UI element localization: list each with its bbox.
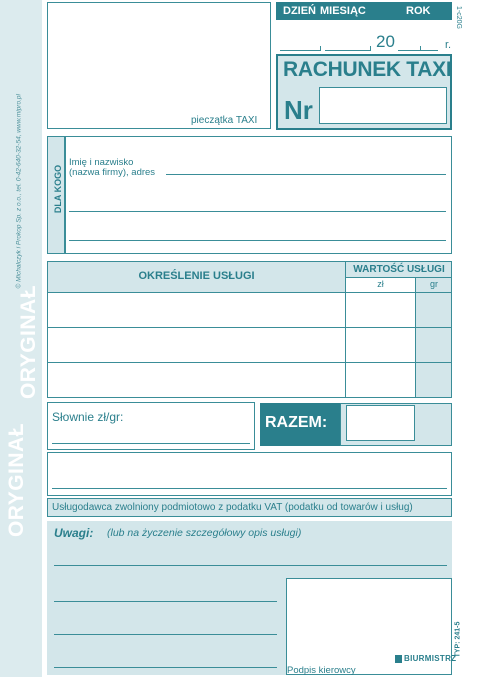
notes-line-2[interactable] [54, 601, 277, 602]
table-row[interactable] [48, 363, 451, 397]
client-line-3[interactable] [69, 240, 446, 241]
client-side-label: DLA KOGO [53, 164, 63, 214]
date-year-line[interactable] [398, 50, 438, 51]
number-label: Nr [284, 95, 313, 125]
form-code-top: 1-c20G [454, 6, 462, 29]
notes-line-4[interactable] [54, 667, 277, 668]
client-name-label: Imię i nazwisko [69, 157, 134, 168]
form-title: RACHUNEK TAXI [283, 58, 452, 81]
date-day-label: DZIEŃ [283, 5, 316, 17]
date-year-label: ROK [406, 5, 431, 17]
date-day-line[interactable] [280, 50, 320, 51]
zl-column-header: zł [377, 279, 384, 289]
date-month-line[interactable] [325, 50, 370, 51]
notes-subtitle: (lub na życzenie szczegółowy opis usługi) [107, 527, 302, 539]
client-line-1[interactable] [166, 174, 446, 175]
brand-logo-icon [395, 655, 402, 663]
date-century: 20 [376, 32, 395, 51]
signature-label: Podpis kierowcy [287, 665, 356, 676]
table-row[interactable] [48, 293, 451, 327]
table-row[interactable] [48, 328, 451, 362]
amount-in-words-line[interactable] [52, 443, 250, 444]
brand-name: BIURMISTRZ [404, 654, 457, 663]
number-field[interactable] [319, 87, 447, 124]
total-label: RAZEM: [265, 414, 328, 431]
form-type-code: TYP: 241-5 [454, 621, 462, 658]
vat-note: Usługodawca zwolniony podmiotowo z podatku VAT (podatku od towarów i usług) [52, 502, 413, 513]
amount-in-words-label: Słownie zł/gr: [52, 410, 124, 424]
notes-title: Uwagi: [54, 526, 94, 540]
notes-line-1[interactable] [54, 565, 447, 566]
client-address-label: (nazwa firmy), adres [69, 167, 156, 178]
total-value-field[interactable] [346, 405, 415, 441]
amount-words-line-2[interactable] [52, 488, 447, 489]
date-tick [320, 46, 321, 51]
side-original-text-1: ORYGINAŁ [5, 422, 28, 538]
side-original-text-2: ORYGINAŁ [17, 284, 40, 400]
date-suffix: r. [445, 39, 452, 51]
service-column-header: OKREŚLENIE USŁUGI [138, 270, 255, 282]
notes-line-3[interactable] [54, 634, 277, 635]
date-tick [420, 46, 421, 51]
value-column-header: WARTOŚĆ USŁUGI [353, 264, 445, 275]
amount-words-continuation[interactable] [47, 452, 452, 496]
client-line-2[interactable] [69, 211, 446, 212]
date-month-label: MIESIĄC [320, 5, 366, 17]
date-tick [370, 46, 371, 51]
client-box[interactable] [65, 136, 452, 254]
stamp-label: pieczątka TAXI [191, 115, 258, 126]
stamp-box[interactable] [47, 2, 271, 129]
gr-column-header: gr [429, 279, 438, 289]
side-publisher-text: © Michalczyk i Prokop Sp. z o.o., tel. 0-42-640-32-54, www.mipro.pl [15, 94, 23, 289]
